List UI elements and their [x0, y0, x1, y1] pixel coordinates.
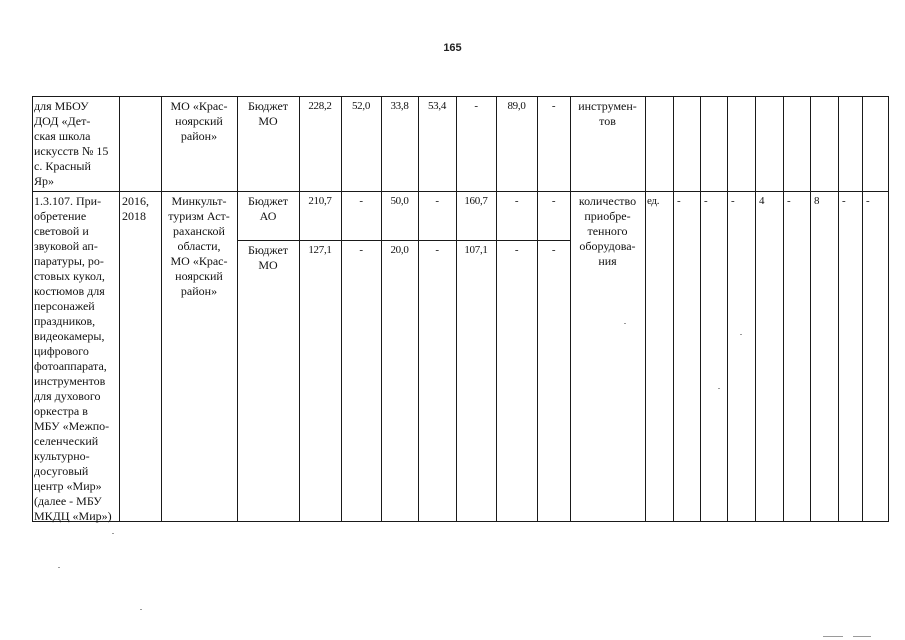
funding-value-cell: -	[551, 244, 556, 256]
funding-source-cell	[238, 243, 298, 273]
table-vertical-rule	[755, 96, 756, 522]
measure-name-cell-line: МКДЦ «Мир»)	[34, 509, 112, 523]
table-vertical-rule	[119, 96, 120, 522]
table-vertical-rule	[810, 96, 811, 522]
funding-source-cell-line: АО	[259, 209, 277, 223]
measure-name-cell-line: центр «Мир»	[34, 479, 102, 493]
funding-source-cell-line: Бюджет	[247, 194, 289, 208]
funding-value-cell: 52,0	[351, 100, 371, 112]
table-vertical-rule	[727, 96, 728, 522]
measure-name-cell-line: для МБОУ	[34, 99, 89, 113]
scan-speck	[718, 388, 720, 389]
measure-name-cell-line: паратуры, ро-	[34, 254, 104, 268]
indicator-value-cell: -	[787, 195, 791, 207]
executor-cell-line: области,	[177, 239, 221, 253]
table-vertical-rule	[496, 96, 497, 522]
measure-name-cell-line: ская школа	[34, 129, 91, 143]
measure-name-cell-line: костюмов для	[34, 284, 105, 298]
scan-speck	[624, 323, 626, 324]
funding-value-cell: -	[435, 244, 439, 256]
funding-value-cell: -	[359, 244, 363, 256]
measure-name-cell-line: персонажей	[34, 299, 95, 313]
indicator-value-cell: -	[866, 195, 870, 207]
funding-value-cell: 20,0	[390, 244, 409, 256]
funding-value-cell: 210,7	[308, 195, 332, 207]
executor-cell-line: МО «Крас-	[170, 254, 228, 268]
table-vertical-rule	[299, 96, 300, 522]
table-vertical-rule	[161, 96, 162, 522]
table-horizontal-rule	[32, 96, 889, 97]
table-vertical-rule	[570, 96, 571, 522]
executor-cell-line: район»	[180, 129, 218, 143]
table-vertical-rule	[537, 96, 538, 522]
indicator-value-cell: 8	[814, 195, 820, 207]
executor-cell-line: ноярский	[175, 269, 223, 283]
table-vertical-rule	[783, 96, 784, 522]
indicator-cell	[572, 194, 643, 269]
funding-value-cell: 89,0	[507, 100, 526, 112]
scan-speck	[140, 609, 142, 610]
indicator-cell-line: тенного	[587, 224, 628, 238]
indicator-cell	[572, 99, 643, 129]
funding-value-cell: -	[551, 195, 556, 207]
indicator-value-cell: -	[731, 195, 735, 207]
measure-name-cell-line: видеокамеры,	[34, 329, 105, 343]
table-horizontal-rule	[32, 521, 889, 522]
measure-name-cell-line: ДОД «Дет-	[34, 114, 91, 128]
measure-name-cell-line: Яр»	[34, 174, 55, 188]
measure-name-cell-line: для духового	[34, 389, 101, 403]
table-vertical-rule	[645, 96, 646, 522]
funding-source-cell-line: Бюджет	[247, 243, 289, 257]
funding-source-cell-line: МО	[258, 114, 278, 128]
funding-source-cell-line: МО	[258, 258, 278, 272]
table-horizontal-rule	[237, 240, 570, 241]
table-vertical-rule	[237, 96, 238, 522]
funding-value-cell: -	[551, 100, 556, 112]
funding-source-cell-line: Бюджет	[247, 99, 289, 113]
executor-cell-line: раханской	[173, 224, 225, 238]
measure-name-cell-line: культурно-	[34, 449, 90, 463]
executor-cell-line: Минкульт-	[171, 194, 227, 208]
funding-value-cell: 50,0	[390, 195, 409, 207]
years-cell-line: 2018	[122, 209, 146, 223]
measure-name-cell-line: 1.3.107. При-	[34, 194, 102, 208]
indicator-cell-line: тов	[599, 114, 616, 128]
measure-name-cell	[34, 194, 118, 524]
indicator-cell-line: приобре-	[584, 209, 631, 223]
executor-cell-line: ноярский	[175, 114, 223, 128]
measure-name-cell-line: оркестра в	[34, 404, 88, 418]
table-vertical-rule	[838, 96, 839, 522]
executor-cell-line: туризм Аст-	[168, 209, 230, 223]
indicator-value-cell: -	[842, 195, 846, 207]
scan-speck	[112, 533, 114, 534]
funding-value-cell: -	[514, 195, 519, 207]
indicator-value-cell: -	[704, 195, 708, 207]
funding-value-cell: 33,8	[390, 100, 409, 112]
executor-cell-line: МО «Крас-	[170, 99, 228, 113]
executor-cell	[162, 99, 236, 144]
measure-name-cell-line: фотоаппарата,	[34, 359, 107, 373]
years-cell	[122, 194, 160, 224]
years-cell-line: 2016,	[122, 194, 149, 208]
measure-name-cell-line: инструментов	[34, 374, 106, 388]
funding-value-cell: -	[474, 100, 478, 112]
measure-name-cell-line: обретение	[34, 209, 87, 223]
executor-cell-line: район»	[180, 284, 218, 298]
measure-name-cell-line: с. Красный	[34, 159, 91, 173]
scan-speck	[853, 636, 871, 637]
table-vertical-rule	[862, 96, 863, 522]
funding-value-cell: 228,2	[308, 100, 332, 112]
measure-name-cell-line: праздников,	[34, 314, 96, 328]
funding-value-cell: 160,7	[464, 195, 488, 207]
table-vertical-rule	[32, 96, 33, 522]
measure-name-cell-line: досуговый	[34, 464, 89, 478]
scan-speck	[58, 567, 60, 568]
funding-value-cell: 53,4	[427, 100, 447, 112]
measure-name-cell	[34, 99, 118, 189]
measure-name-cell-line: звуковой ап-	[34, 239, 98, 253]
measure-name-cell-line: световой и	[34, 224, 89, 238]
indicator-cell-line: ния	[598, 254, 617, 268]
funding-value-cell: -	[435, 195, 439, 207]
table-vertical-rule	[381, 96, 382, 522]
measure-name-cell-line: искусств № 15	[34, 144, 109, 158]
scan-speck	[823, 636, 843, 637]
table-vertical-rule	[700, 96, 701, 522]
executor-cell	[162, 194, 236, 299]
table-vertical-rule	[888, 96, 889, 522]
unit-cell: ед.	[647, 195, 660, 207]
indicator-value-cell: 4	[759, 195, 765, 207]
table-vertical-rule	[418, 96, 419, 522]
indicator-value-cell: -	[677, 195, 681, 207]
funding-value-cell: 107,1	[464, 244, 488, 256]
table-vertical-rule	[673, 96, 674, 522]
measure-name-cell-line: цифрового	[34, 344, 89, 358]
measure-name-cell-line: селенческий	[34, 434, 99, 448]
table-horizontal-rule	[32, 191, 889, 192]
measure-name-cell-line: стовых кукол,	[34, 269, 105, 283]
indicator-cell-line: оборудова-	[579, 239, 636, 253]
page-number: 165	[443, 42, 462, 54]
measure-name-cell-line: МБУ «Межпо-	[34, 419, 110, 433]
funding-value-cell: 127,1	[308, 244, 332, 256]
indicator-cell-line: количество	[578, 194, 637, 208]
table-vertical-rule	[456, 96, 457, 522]
measure-name-cell-line: (далее - МБУ	[34, 494, 102, 508]
funding-source-cell	[238, 99, 298, 129]
funding-source-cell	[238, 194, 298, 224]
table-vertical-rule	[341, 96, 342, 522]
scan-speck	[740, 334, 742, 335]
funding-value-cell: -	[514, 244, 519, 256]
funding-value-cell: -	[359, 195, 363, 207]
indicator-cell-line: инструмен-	[578, 99, 637, 113]
